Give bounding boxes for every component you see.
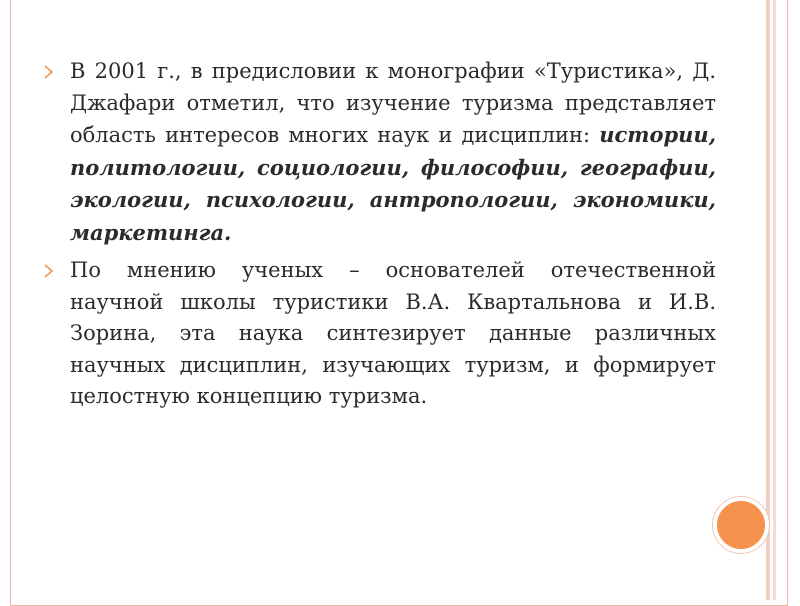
decorative-circle xyxy=(713,497,769,553)
frame-stripe-inner xyxy=(773,0,776,600)
bullet-text: По мнению ученых – основателей отечественной научной школы туристики В.А. Квартальнова и И.В. Зорина, эта наука синтезирует данные различных научных дисциплин, изучающих туризм, и формирует целостную концепцию туризма. xyxy=(70,258,716,408)
slide-content xyxy=(44,56,716,419)
bullet-text: В 2001 г., в предисловии к монографии «Туристика», Д. Джафари отметил, что изучение туризма представляет область интересов многих наук и дисциплин: xyxy=(70,59,716,147)
arrow-bullet-icon xyxy=(44,264,54,278)
frame-stripe xyxy=(766,0,770,600)
bullet-item-2 xyxy=(44,255,716,413)
arrow-bullet-icon xyxy=(44,65,54,79)
bullet-item-1 xyxy=(44,56,716,249)
bullet-emphasis: истории, политологии, социологии, философии, географии, экологии, психологии, антропологии, экономики, маркетинга. xyxy=(70,122,716,245)
